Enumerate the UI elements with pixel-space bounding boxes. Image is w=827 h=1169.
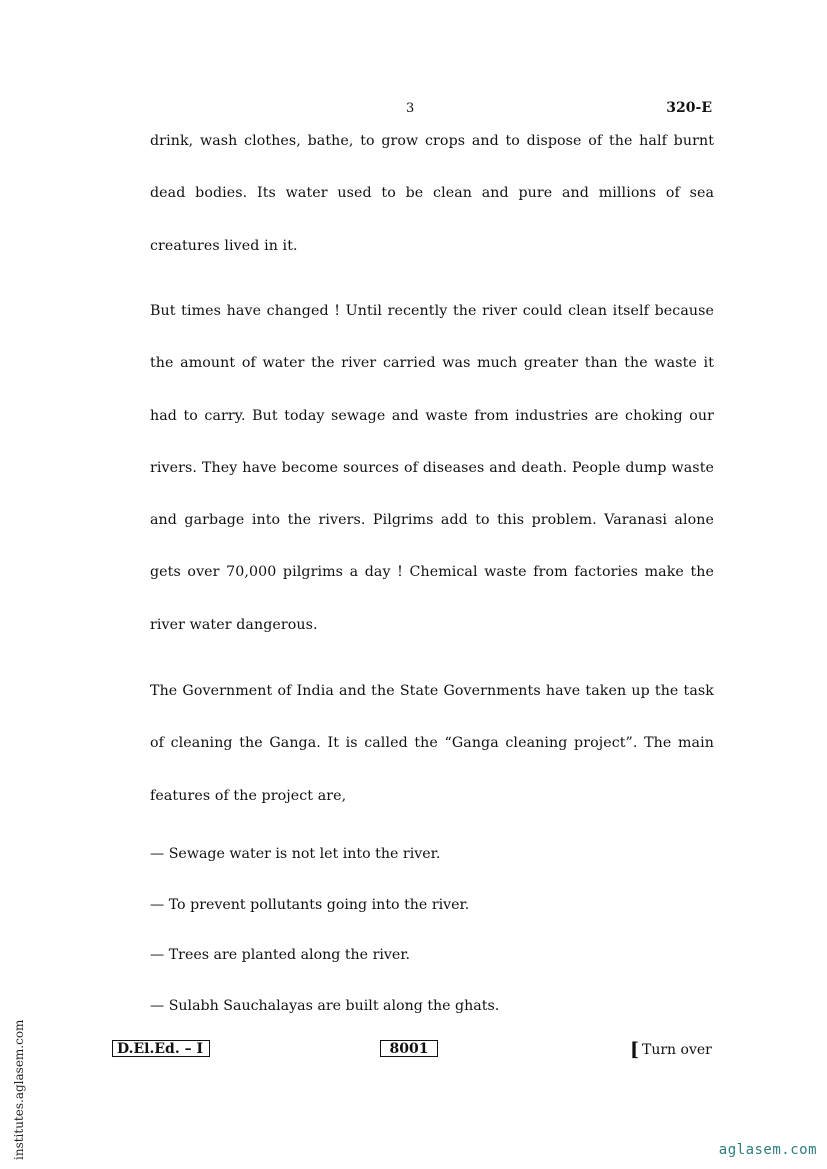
paper-code: 320-E: [666, 100, 712, 116]
paragraph-3: [150, 665, 714, 822]
bullet-item-4: — Sulabh Sauchalayas are built along the ghats.: [150, 998, 500, 1014]
paragraph-3-text: The Government of India and the State Governments have taken up the task of cleaning the Ganga. It is called the “Ganga cleaning project”. The main features of the project are,: [150, 683, 714, 804]
vertical-watermark: institutes.aglasem.com: [12, 1019, 26, 1160]
bullet-item-1: — Sewage water is not let into the river.: [150, 846, 441, 862]
footer-code-box: 8001: [380, 1040, 438, 1057]
footer-course-box: D.El.Ed. – I: [112, 1040, 210, 1057]
paragraph-1-text: drink, wash clothes, bathe, to grow crops and to dispose of the half burnt dead bodies. Its water used to be clean and pure and millions of sea creatures lived in it.: [150, 133, 714, 254]
corner-watermark: aglasem.com: [718, 1142, 817, 1158]
paragraph-2-text: But times have changed ! Until recently the river could clean itself because the amount of water the river carried was much greater than the waste it had to carry. But today sewage and waste from industries are choking our rivers. They have become sources of diseases and death. People dump waste and garbage into the rivers. Pilgrims add to this problem. Varanasi alone gets over 70,000 pilgrims a day ! Chemical waste from factories make the river water dangerous.: [150, 303, 714, 633]
bullet-item-2: — To prevent pollutants going into the river.: [150, 897, 470, 913]
page-number: 3: [406, 101, 415, 116]
turn-over-note: [630, 1039, 712, 1061]
turn-over-text: Turn over: [642, 1042, 712, 1058]
paragraph-2: [150, 285, 714, 651]
paragraph-1: [150, 115, 714, 272]
bullet-item-3: — Trees are planted along the river.: [150, 947, 411, 963]
turn-over-bracket: [: [630, 1039, 639, 1061]
